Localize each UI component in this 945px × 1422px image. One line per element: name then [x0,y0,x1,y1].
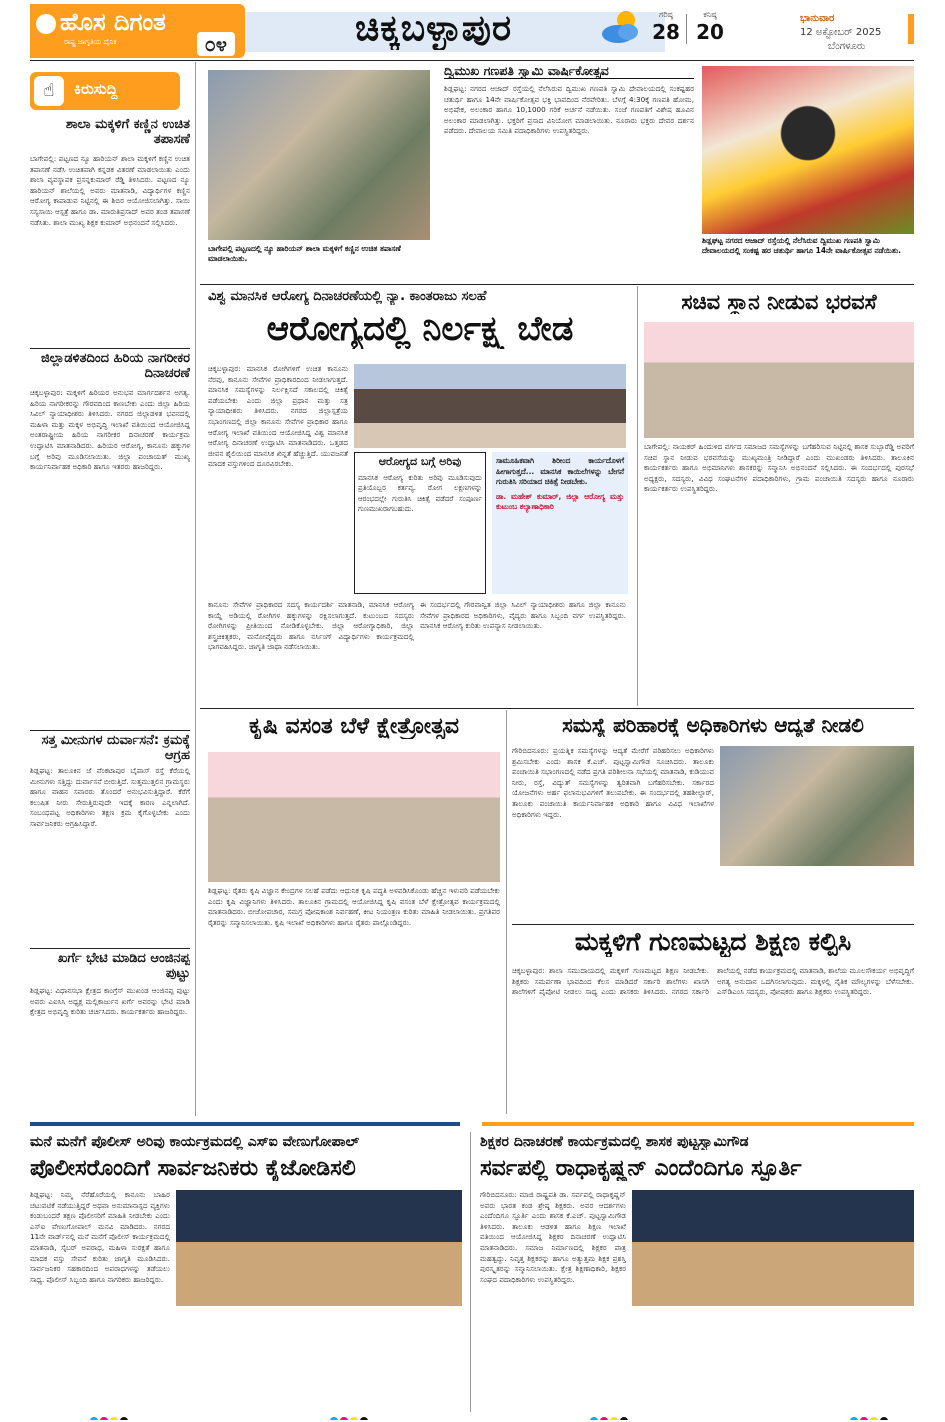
column-rule [637,286,638,706]
quality-title[interactable]: ಮಕ್ಕಳಿಗೆ ಗುಣಮಟ್ಟದ ಶಿಕ್ಷಣ ಕಲ್ಪಿಸಿ [574,928,852,956]
city-title: ಚಿಕ್ಕಬಳ್ಳಾಪುರ [355,8,513,49]
krishi-photo [208,752,500,882]
officials-title[interactable]: ಸಮಸ್ಯೆ ಪರಿಹಾರಕ್ಕೆ ಅಧಿಕಾರಿಗಳು ಆದ್ಯತೆ ನೀಡಲಿ [562,714,864,737]
brief3-body: ಶಿಡ್ಲಘಟ್ಟ: ತಾಲೂಕಿನ ಜೆ ವೆಂಕಟಾಪುರ ಬೈಪಾಸ್ ರಸ್ತೆ ಕೆರೆಯಲ್ಲಿ ಮೀನುಗಳು ಸತ್ತಿದ್ದು ದುರ್ವಾಸನೆ ಬೀರುತ್ತಿದೆ. ಸುತ್ತಮುತ್ತಲಿನ ಗ್ರಾಮಸ್ಥರು ಹಾಗೂ ವಾಹನ ಸವಾರರು ತೊಂದರೆ ಅನುಭವಿಸುತ್ತಿದ್ದಾರೆ. ಕೆರೆಗೆ ಕಲುಷಿತ ನೀರು ಸೇರುತ್ತಿರುವುದೇ ಇದಕ್ಕೆ ಕಾರಣ ಎನ್ನಲಾಗಿದೆ. ಸಂಬಂಧಪಟ್ಟ ಅಧಿಕಾರಿಗಳು ತಕ್ಷಣ ಕ್ರಮ ಕೈಗೊಳ್ಳಬೇಕು ಎಂದು ಸಾರ್ವಜನಿಕರು ಆಗ್ರಹಿಸಿದ್ದಾರೆ. [30,766,190,828]
mental-inset-title: ಆರೋಗ್ಯದ ಬಗ್ಗೆ ಅರಿವು [378,455,462,468]
mental-inset-body: ಮಾನಸಿಕ ಆರೋಗ್ಯ ಕುರಿತು ಅರಿವು ಮೂಡಿಸುವುದು ಪ್ರತಿಯೊಬ್ಬರ ಕರ್ತವ್ಯ. ರೋಗ ಲಕ್ಷಣಗಳನ್ನು ಆರಂಭದಲ್ಲೇ ಗುರುತಿಸಿ ಚಿಕಿತ್ಸೆ ಪಡೆದರೆ ಸಂಪೂರ್ಣ ಗುಣಮುಖರಾಗಬಹುದು. [358,473,482,514]
brief1-body: ಬಾಗೇಪಲ್ಲಿ: ಪಟ್ಟಣದ ನ್ಯೂ ಹಾರಿಯನ್ ಶಾಲಾ ಮಕ್ಕಳಿಗೆ ಕಣ್ಣಿನ ಉಚಿತ ತಪಾಸಣೆ ನಡೆಸಿ ಉಚಿತವಾಗಿ ಕನ್ನಡಕ ವಿತರಣೆ ಮಾಡಲಾಯಿತು ಎಂದು ಶಾಲಾ ವ್ಯವಸ್ಥಾಪಕ ಪ್ರಸನ್ನಕುಮಾರ್ ರೆಡ್ಡಿ ತಿಳಿಸಿದರು. ಪಟ್ಟಣದ ನ್ಯೂ ಹಾರಿಯನ್ ಶಾಲೆಯಲ್ಲಿ ಅವರು ಮಾತನಾಡಿ, ವಿದ್ಯಾರ್ಥಿಗಳ ಕಣ್ಣಿನ ಆರೋಗ್ಯ ಕಾಪಾಡುವ ನಿಟ್ಟಿನಲ್ಲಿ ಈ ಶಿಬಿರ ಆಯೋಜಿಸಲಾಗಿತ್ತು. ಸಾಯಿ ಸಸ್ಯಸಾಯಿ ಆಸ್ಪತ್ರೆ ಹಾಗೂ ಡಾ. ಮಾರುತಿಪ್ರಸಾದ್ ಅವರ ತಂಡ ತಪಾಸಣೆ ನಡೆಸಿತು. ಶಾಲಾ ಮುಖ್ಯ ಶಿಕ್ಷಕ ಕುಮಾರ್ ಅಭಿನಂದನೆ ಸಲ್ಲಿಸಿದರು. [30,154,190,227]
school-caption: ಬಾಗೇಪಲ್ಲಿ ಪಟ್ಟಣದಲ್ಲಿ ನ್ಯೂ ಹಾರಿಯನ್ ಶಾಲಾ ಮಕ್ಕಳಿಗೆ ಕಣ್ಣಿನ ಉಚಿತ ತಪಾಸಣೆ ಮಾಡಲಾಯಿತು. [208,244,401,263]
brief4-title[interactable]: ಖರ್ಗೆ ಭೇಟಿ ಮಾಡಿದ ಆಂಜಿನಪ್ಪ ಪುಟ್ಟು [57,952,190,981]
emblem-icon [36,14,56,34]
minister-body: ಬಾಗೇಪಲ್ಲಿ: ನಾಯಕರ್ ಹಿಂದುಳಿದ ವರ್ಗದ ಸಮಾಜದ ಸಮಸ್ಯೆಗಳನ್ನು ಬಗೆಹರಿಸುವ ನಿಟ್ಟಿನಲ್ಲಿ ಶಾಸಕ ಸುಬ್ಬಾರೆಡ್ಡಿ ಅವರಿಗೆ ಸಚಿವ ಸ್ಥಾನ ನೀಡುವ ಭರವಸೆಯನ್ನು ಮುಖ್ಯಮಂತ್ರಿ ನೀಡಿದ್ದಾರೆ ಎಂದು ಮುಖಂಡರು ತಿಳಿಸಿದರು. ತಾಲೂಕಿನ ಕಾರ್ಯಕರ್ತರು ಹಾಗೂ ಅಭಿಮಾನಿಗಳು ಶಾಸಕರನ್ನು ಸನ್ಮಾನಿಸಿ ಅಭಿನಂದನೆ ಸಲ್ಲಿಸಿದರು. ಈ ಸಂದರ್ಭದಲ್ಲಿ ಪುರಸಭೆ ಅಧ್ಯಕ್ಷರು, ಸದಸ್ಯರು, ವಿವಿಧ ಸಂಘಟನೆಗಳ ಪದಾಧಿಕಾರಿಗಳು, ಗ್ರಾಮ ಪಂಚಾಯಿತಿ ಸದಸ್ಯರು ಹಾಗೂ ನೂರಾರು ಕಾರ್ಯಕರ್ತರು ಉಪಸ್ಥಿತರಿದ್ದರು. [644,442,914,494]
police-photo [176,1190,462,1306]
police-body: ಶಿಡ್ಲಘಟ್ಟ: ನಿಮ್ಮ ನೆರೆಹೊರೆಯಲ್ಲಿ ಕಾನೂನು ಬಾಹಿರ ಚಟುವಟಿಕೆ ನಡೆಯುತ್ತಿದ್ದರೆ ಅಥವಾ ಅನುಮಾನಾಸ್ಪದ ವ್ಯಕ್ತಿಗಳು ಕಂಡುಬಂದರೆ ತಕ್ಷಣ ಪೊಲೀಸರಿಗೆ ಮಾಹಿತಿ ನೀಡಬೇಕು ಎಂದು ಎಸ್‌ಐ ವೇಣುಗೋಪಾಲ್ ಮನವಿ ಮಾಡಿದರು. ನಗರದ 11ನೇ ವಾರ್ಡ್‌ನಲ್ಲಿ ಮನೆ ಮನೆಗೆ ಪೊಲೀಸ್ ಕಾರ್ಯಕ್ರಮದಲ್ಲಿ ಮಾತನಾಡಿ, ಸೈಬರ್ ಅಪರಾಧ, ಮಹಿಳಾ ಸುರಕ್ಷತೆ ಹಾಗೂ ಮಾದಕ ವಸ್ತು ಸೇವನೆ ಕುರಿತು ಜಾಗೃತಿ ಮೂಡಿಸಿದರು. ಸಾರ್ವಜನಿಕರ ಸಹಕಾರದಿಂದ ಅಪರಾಧಗಳನ್ನು ತಡೆಯಲು ಸಾಧ್ಯ. ಪೊಲೀಸ್ ಸಿಬ್ಬಂದಿ ಹಾಗೂ ನಾಗರಿಕರು ಹಾಜರಿದ್ದರು. [30,1190,170,1284]
brief2-body: ಚಿಕ್ಕಬಳ್ಳಾಪುರ: ಮಕ್ಕಳಿಗೆ ಹಿರಿಯರ ಅನುಭವ ಮಾರ್ಗದರ್ಶನ ಅಗತ್ಯ. ಹಿರಿಯ ನಾಗರೀಕರನ್ನು ಗೌರವದಿಂದ ಕಾಣಬೇಕು ಎಂದು ಜಿಲ್ಲಾ ಹಿರಿಯ ಸಿವಿಲ್ ನ್ಯಾಯಾಧೀಶರು ತಿಳಿಸಿದರು. ನಗರದ ಜಿಲ್ಲಾಡಳಿತ ಭವನದಲ್ಲಿ ಮಹಿಳಾ ಮತ್ತು ಮಕ್ಕಳ ಅಭಿವೃದ್ಧಿ ಇಲಾಖೆ ವತಿಯಿಂದ ಆಯೋಜಿಸಿದ್ದ ಅಂತರಾಷ್ಟ್ರೀಯ ಹಿರಿಯ ನಾಗರೀಕರ ದಿನಾಚರಣೆ ಕಾರ್ಯಕ್ರಮ ಉದ್ಘಾಟಿಸಿ ಮಾತನಾಡಿದರು. ಹಿರಿಯರ ಆರೋಗ್ಯ, ಕಾನೂನು ಹಕ್ಕುಗಳ ಬಗ್ಗೆ ಅರಿವು ಮೂಡಿಸಲಾಯಿತು. ಜಿಲ್ಲಾ ಪಂಚಾಯತ್ ಮುಖ್ಯ ಕಾರ್ಯನಿರ್ವಾಹಕ ಅಧಿಕಾರಿ ಹಾಗೂ ಇತರರು ಹಾಜರಿದ್ದರು. [30,388,190,472]
ganapati-photo [702,66,914,234]
masthead-rule [30,60,914,61]
masthead-accent [908,14,914,44]
pointing-hand-icon: ☝ [34,76,64,106]
kirusuddi-label: ಕಿರುಸುದ್ದಿ [74,80,118,98]
mental-title[interactable]: ಆರೋಗ್ಯದಲ್ಲಿ ನಿರ್ಲಕ್ಷ್ಯ ಬೇಡ [266,310,574,349]
brief1-title[interactable]: ಶಾಲಾ ಮಕ್ಕಳಿಗೆ ಕಣ್ಣಿನ ಉಚಿತ ತಪಾಸಣೆ [65,118,190,147]
brand-tagline: ರಾಷ್ಟ್ರ ಜಾಗೃತಿಯ ದೈನಿಕ [64,38,117,46]
divider [30,348,190,349]
max-temp-box [646,10,686,44]
weather-icon [598,6,644,46]
teachers-photo [632,1190,914,1306]
masthead-logo[interactable] [30,4,245,58]
color-separator [30,1120,914,1128]
registration-marks [590,1410,650,1420]
teachers-title[interactable]: ಸರ್ವಪಲ್ಲಿ ರಾಧಾಕೃಷ್ಣನ್ ಎಂದೆಂದಿಗೂ ಸ್ಫೂರ್ತಿ [480,1156,802,1181]
brief4-body: ಶಿಡ್ಲಘಟ್ಟ: ವಿಧಾನಸಭಾ ಕ್ಷೇತ್ರದ ಕಾಂಗ್ರೆಸ್ ಮುಖಂಡ ಆಂಜಿನಪ್ಪ ಪುಟ್ಟು ಅವರು ಎಐಸಿಸಿ ಅಧ್ಯಕ್ಷ ಮಲ್ಲಿಕಾರ್ಜುನ ಖರ್ಗೆ ಅವರನ್ನು ಭೇಟಿ ಮಾಡಿ ಕ್ಷೇತ್ರದ ಅಭಿವೃದ್ಧಿ ಕುರಿತು ಚರ್ಚಿಸಿದರು. ಕಾರ್ಯಕರ್ತರು ಹಾಜರಿದ್ದರು. [30,986,190,1017]
brand-name: ಹೊಸ ದಿಗಂತ [60,8,166,36]
officials-body: ಗೌರಿಬಿದನೂರು: ಪ್ರಯತ್ನಿಕ ಸಮಸ್ಯೆಗಳನ್ನು ಆದ್ಯತೆ ಮೇರೆಗೆ ಪರಿಹರಿಸಲು ಅಧಿಕಾರಿಗಳು ಶ್ರಮಿಸಬೇಕು ಎಂದು ಶಾಸಕ ಕೆ.ಎಚ್. ಪುಟ್ಟಸ್ವಾಮಿಗೌಡ ಸೂಚಿಸಿದರು. ತಾಲೂಕು ಪಂಚಾಯಿತಿ ಸಭಾಂಗಣದಲ್ಲಿ ನಡೆದ ಪ್ರಗತಿ ಪರಿಶೀಲನಾ ಸಭೆಯಲ್ಲಿ ಮಾತನಾಡಿ, ಕುಡಿಯುವ ನೀರು, ರಸ್ತೆ, ವಿದ್ಯುತ್ ಸಮಸ್ಯೆಗಳನ್ನು ತ್ವರಿತವಾಗಿ ಬಗೆಹರಿಸಬೇಕು. ಸರ್ಕಾರದ ಯೋಜನೆಗಳು ಅರ್ಹ ಫಲಾನುಭವಿಗಳಿಗೆ ತಲುಪಬೇಕು. ಈ ಸಂದರ್ಭದಲ್ಲಿ ತಹಶೀಲ್ದಾರ್, ತಾಲೂಕು ಪಂಚಾಯಿತಿ ಕಾರ್ಯನಿರ್ವಾಹಕ ಅಧಿಕಾರಿ ಹಾಗೂ ವಿವಿಧ ಇಲಾಖೆಗಳ ಅಧಿಕಾರಿಗಳು ಇದ್ದರು. [512,746,714,819]
registration-marks [330,1410,390,1420]
min-temp-value: 20 [696,20,724,44]
officials-photo [720,746,914,866]
min-temp-label: ಕನಿಷ್ಠ [703,10,717,19]
ganapati-body: ಶಿಡ್ಲಘಟ್ಟ: ನಗರದ ಆಜಾದ್ ರಸ್ತೆಯಲ್ಲಿ ನೆಲೆಸಿರುವ ದ್ವಿಮುಖ ಗಣಪತಿ ಸ್ವಾಮಿ ದೇವಾಲಯದಲ್ಲಿ ಸಂಕಷ್ಟಹರ ಚತುರ್ಥಿ ಹಾಗೂ 14ನೇ ವಾರ್ಷಿಕೋತ್ಸವ ಭಕ್ತಿ ಭಾವದಿಂದ ನೆರವೇರಿತು. ಬೆಳಗ್ಗೆ 4:30ಕ್ಕೆ ಗಣಪತಿ ಹೋಮ, ಅಭಿಷೇಕ, ಅಲಂಕಾರ ಹಾಗೂ 10,1000 ಗರಿಕೆ ಅರ್ಚನೆ ನಡೆಯಿತು. ಸಂಜೆ ಗಣಪತಿಗೆ ವಿಶೇಷ ಹೂವಿನ ಅಲಂಕಾರ ಮಾಡಲಾಗಿತ್ತು. ಭಕ್ತರಿಗೆ ಪ್ರಸಾದ ವಿನಿಯೋಗ ಮಾಡಲಾಯಿತು. ನೂರಾರು ಭಕ್ತರು ದೇವರ ದರ್ಶನ ಪಡೆದರು. ದೇವಾಲಯ ಸಮಿತಿ ಪದಾಧಿಕಾರಿಗಳು ಉಪಸ್ಥಿತರಿದ್ದರು. [444,84,694,136]
section-rule [200,708,914,709]
orange-strip [482,1122,914,1126]
school-photo [208,70,430,240]
place: ಬೆಂಗಳೂರು [828,41,866,52]
mental-kicker: ವಿಶ್ವ ಮಾನಸಿಕ ಆರೋಗ್ಯ ದಿನಾಚರಣೆಯಲ್ಲಿ ನ್ಯಾ. ಕಾಂತರಾಜು ಸಲಹೆ [208,290,487,304]
ganapati-caption: ಶಿಡ್ಲಘಟ್ಟ ನಗರದ ಆಜಾದ್ ರಸ್ತೆಯಲ್ಲಿ ನೆಲೆಸಿರುವ ದ್ವಿಮುಖ ಗಣಪತಿ ಸ್ವಾಮಿ ದೇವಾಲಯದಲ್ಲಿ ಸಂಕಷ್ಟ ಹರ ಚತುರ್ಥಿ ಹಾಗೂ 14ನೇ ವಾರ್ಷಿಕೋತ್ಸವ ನಡೆಯಿತು. [702,236,901,255]
kirusuddi-header [30,72,180,110]
min-temp-box [690,10,730,44]
section-rule [200,284,914,285]
krishi-body: ಶಿಡ್ಲಘಟ್ಟ: ರೈತರು ಕೃಷಿ ವಿಜ್ಞಾನ ಕೇಂದ್ರಗಳ ಸಲಹೆ ಪಡೆದು ಆಧುನಿಕ ಕೃಷಿ ಪದ್ಧತಿ ಅಳವಡಿಸಿಕೊಂಡು ಹೆಚ್ಚಿನ ಇಳುವರಿ ಪಡೆಯಬೇಕು ಎಂದು ಕೃಷಿ ವಿಜ್ಞಾನಿಗಳು ತಿಳಿಸಿದರು. ತಾಲೂಕಿನ ಗ್ರಾಮದಲ್ಲಿ ಆಯೋಜಿಸಿದ್ದ ಕೃಷಿ ವಸಂತ ಬೆಳೆ ಕ್ಷೇತ್ರೋತ್ಸವ ಕಾರ್ಯಕ್ರಮದಲ್ಲಿ ಮಾತನಾಡಿದರು. ಬೀಜೋಪಚಾರ, ಸಮಗ್ರ ಪೋಷಕಾಂಶ ನಿರ್ವಹಣೆ, ಕೀಟ ನಿಯಂತ್ರಣ ಕುರಿತು ಮಾಹಿತಿ ನೀಡಲಾಯಿತು. ಪ್ರಗತಿಪರ ರೈತರನ್ನು ಸನ್ಮಾನಿಸಲಾಯಿತು. ಕೃಷಿ ಇಲಾಖೆ ಅಧಿಕಾರಿಗಳು ಹಾಗೂ ರೈತರು ಪಾಲ್ಗೊಂಡಿದ್ದರು. [208,886,500,927]
quality-body: ಚಿಕ್ಕಬಳ್ಳಾಪುರ: ಶಾಲಾ ಸಮುದಾಯದಲ್ಲಿ ಮಕ್ಕಳಿಗೆ ಗುಣಮಟ್ಟದ ಶಿಕ್ಷಣ ನೀಡಬೇಕು. ಶಿಕ್ಷಕರು ಸಮರ್ಪಣಾ ಭಾವದಿಂದ ಕೆಲಸ ಮಾಡಿದರೆ ಸರ್ಕಾರಿ ಶಾಲೆಗಳು ಖಾಸಗಿ ಶಾಲೆಗಳಿಗೆ ಪೈಪೋಟಿ ನೀಡಲು ಸಾಧ್ಯ ಎಂದು ಶಾಸಕರು ತಿಳಿಸಿದರು. ನಗರದ ಸರ್ಕಾರಿ ಶಾಲೆಯಲ್ಲಿ ನಡೆದ ಕಾರ್ಯಕ್ರಮದಲ್ಲಿ ಮಾತನಾಡಿ, ಶಾಲೆಯ ಮೂಲಸೌಕರ್ಯ ಅಭಿವೃದ್ಧಿಗೆ ಅಗತ್ಯ ಅನುದಾನ ಒದಗಿಸಲಾಗುವುದು. ಮಕ್ಕಳಲ್ಲಿ ನೈತಿಕ ಮೌಲ್ಯಗಳನ್ನು ಬೆಳೆಸಬೇಕು. ಎಸ್‌ಡಿಎಂಸಿ ಸದಸ್ಯರು, ಪೋಷಕರು ಹಾಗೂ ಶಿಕ್ಷಕರು ಉಪಸ್ಥಿತರಿದ್ದರು. [512,966,914,997]
brief2-title[interactable]: ಜಿಲ್ಲಾಡಳಿತದಿಂದ ಹಿರಿಯ ನಾಗರೀಕರ ದಿನಾಚರಣೆ [40,352,190,381]
mental-inset [354,452,486,594]
column-rule [506,710,507,1114]
ganapati-title[interactable]: ದ್ವಿಮುಖ ಗಣಪತಿ ಸ್ವಾಮಿ ವಾರ್ಷಿಕೋತ್ಸವ [444,64,694,79]
brief3-title[interactable]: ಸತ್ತ ಮೀನುಗಳ ದುರ್ವಾಸನೆ: ಕ್ರಮಕ್ಕೆ ಆಗ್ರಹ [41,734,190,763]
krishi-title[interactable]: ಕೃಷಿ ವಸಂತ ಬೆಳೆ ಕ್ಷೇತ್ರೋತ್ಸವ [248,714,460,739]
page-number: ೦೪ [197,32,235,56]
mental-col2: ಕಾನೂನು ಸೇವೆಗಳ ಪ್ರಾಧಿಕಾರದ ಸದಸ್ಯ ಕಾರ್ಯದರ್ಶಿ ಮಾತನಾಡಿ, ಮಾನಸಿಕ ಆರೋಗ್ಯ ಕಾಯ್ದೆ ಅಡಿಯಲ್ಲಿ ರೋಗಿಗಳ ಹಕ್ಕುಗಳನ್ನು ರಕ್ಷಿಸಲಾಗುತ್ತದೆ. ಕುಟುಂಬದ ಸದಸ್ಯರು ರೋಗಿಗಳನ್ನು ಪ್ರೀತಿಯಿಂದ ನೋಡಿಕೊಳ್ಳಬೇಕು. ಜಿಲ್ಲಾ ಆರೋಗ್ಯಾಧಿಕಾರಿ, ಜಿಲ್ಲಾ ಶಸ್ತ್ರಚಿಕಿತ್ಸಕರು, ಮನೋವೈದ್ಯರು ಹಾಗೂ ನರ್ಸಿಂಗ್ ವಿದ್ಯಾರ್ಥಿಗಳು ಕಾರ್ಯಕ್ರಮದಲ್ಲಿ ಭಾಗವಹಿಸಿದ್ದರು. ಜಾಗೃತಿ ಜಾಥಾ ನಡೆಸಲಾಯಿತು. [208,600,414,652]
teachers-kicker: ಶಿಕ್ಷಕರ ದಿನಾಚರಣೆ ಕಾರ್ಯಕ್ರಮದಲ್ಲಿ ಶಾಸಕ ಪುಟ್ಟಸ್ವಾಮಿಗೌಡ [480,1134,749,1150]
column-rule [470,1132,471,1412]
dateline [800,12,910,54]
police-title[interactable]: ಪೊಲೀಸರೊಂದಿಗೆ ಸಾರ್ವಜನಿಕರು ಕೈಜೋಡಿಸಲಿ [30,1156,356,1181]
minister-title[interactable]: ಸಚಿವ ಸ್ಥಾನ ನೀಡುವ ಭರವಸೆ [681,290,877,314]
weekday: ಭಾನುವಾರ [800,13,835,24]
temp-divider [686,14,687,44]
max-temp-label: ಗರಿಷ್ಠ [659,10,673,19]
registration-marks [90,1410,150,1420]
column-rule [195,62,196,1116]
mental-quote: ಸಾಮೂಹಿಕವಾಗಿ ಶಿರೀಂದ ಕಾರ್ಯದೊಳಗೆ ಹೀಗಾಗುತ್ತದೆ... ಮಾನಸಿಕ ಕಾಯಿಲೆಗಳನ್ನು ಬೇಗನೆ ಗುರುತಿಸಿ ಸರಿಯಾದ ಚಿಕಿತ್ಸೆ ನೀಡಬೇಕು. [496,456,624,487]
max-temp-value: 28 [652,20,680,44]
mental-col1: ಚಿಕ್ಕಬಳ್ಳಾಪುರ: ಮಾನಸಿಕ ರೋಗಿಗಳಿಗೆ ಉಚಿತ ಕಾನೂನು ನೆರವು, ಕಾನೂನು ಸೇವೆಗಳ ಪ್ರಾಧಿಕಾರದಿಂದ ನೀಡಲಾಗುತ್ತದೆ. ಮಾನಸಿಕ ಸಮಸ್ಯೆಗಳನ್ನು ನಿರ್ಲಕ್ಷಿಸದೆ ಸಕಾಲದಲ್ಲಿ ಚಿಕಿತ್ಸೆ ಪಡೆಯಬೇಕು ಎಂದು ಜಿಲ್ಲಾ ಪ್ರಧಾನ ಮತ್ತು ಸತ್ರ ನ್ಯಾಯಾಧೀಶರು ತಿಳಿಸಿದರು. ನಗರದ ಜಿಲ್ಲಾಸ್ಪತ್ರೆಯ ಸಭಾಂಗಣದಲ್ಲಿ ಜಿಲ್ಲಾ ಕಾನೂನು ಸೇವೆಗಳ ಪ್ರಾಧಿಕಾರ ಹಾಗೂ ಆರೋಗ್ಯ ಇಲಾಖೆ ವತಿಯಿಂದ ಆಯೋಜಿಸಿದ್ದ ವಿಶ್ವ ಮಾನಸಿಕ ಆರೋಗ್ಯ ದಿನಾಚರಣೆ ಉದ್ಘಾಟಿಸಿ ಮಾತನಾಡಿದರು. ಒತ್ತಡದ ಜೀವನ ಶೈಲಿಯಿಂದ ಮಾನಸಿಕ ಖಿನ್ನತೆ ಹೆಚ್ಚುತ್ತಿದೆ. ಯುವಜನತೆ ಮಾದಕ ವಸ್ತುಗಳಿಂದ ದೂರವಿರಬೇಕು. [208,364,348,469]
police-kicker: ಮನೆ ಮನೆಗೆ ಪೊಲೀಸ್ ಅರಿವು ಕಾರ್ಯಕ್ರಮದಲ್ಲಿ ಎಸ್‌ಐ ವೇಣುಗೋಪಾಲ್ [30,1134,360,1150]
minister-photo [644,322,914,438]
mental-quote-author: ಡಾ. ಮಹೇಶ್ ಕುಮಾರ್, ಜಿಲ್ಲಾ ಆರೋಗ್ಯ ಮತ್ತು ಕುಟುಂಬ ಕಲ್ಯಾಣಾಧಿಕಾರಿ [496,491,624,512]
divider [30,948,190,949]
registration-marks [850,1410,910,1420]
mental-quote-box [492,452,628,594]
date: 12 ಅಕ್ಟೋಬರ್ 2025 [800,27,882,38]
mental-photo [354,364,626,448]
teachers-body: ಗೌರಿಬಿದನೂರು: ಮಾಜಿ ರಾಷ್ಟ್ರಪತಿ ಡಾ. ಸರ್ವಪಲ್ಲಿ ರಾಧಾಕೃಷ್ಣನ್ ಅವರು ಭಾರತ ಕಂಡ ಶ್ರೇಷ್ಠ ಶಿಕ್ಷಕರು. ಅವರ ಆದರ್ಶಗಳು ಎಂದೆಂದಿಗೂ ಸ್ಫೂರ್ತಿ ಎಂದು ಶಾಸಕ ಕೆ.ಎಚ್. ಪುಟ್ಟಸ್ವಾಮಿಗೌಡ ತಿಳಿಸಿದರು. ತಾಲೂಕು ಆಡಳಿತ ಹಾಗೂ ಶಿಕ್ಷಣ ಇಲಾಖೆ ವತಿಯಿಂದ ಆಯೋಜಿಸಿದ್ದ ಶಿಕ್ಷಕರ ದಿನಾಚರಣೆ ಉದ್ಘಾಟಿಸಿ ಮಾತನಾಡಿದರು. ಸಮಾಜ ನಿರ್ಮಾಣದಲ್ಲಿ ಶಿಕ್ಷಕರ ಪಾತ್ರ ಮಹತ್ವದ್ದು. ನಿವೃತ್ತ ಶಿಕ್ಷಕರನ್ನು ಹಾಗೂ ಅತ್ಯುತ್ತಮ ಶಿಕ್ಷಕ ಪ್ರಶಸ್ತಿ ಪುರಸ್ಕೃತರನ್ನು ಸನ್ಮಾನಿಸಲಾಯಿತು. ಕ್ಷೇತ್ರ ಶಿಕ್ಷಣಾಧಿಕಾರಿ, ಶಿಕ್ಷಕರ ಸಂಘದ ಪದಾಧಿಕಾರಿಗಳು ಉಪಸ್ಥಿತರಿದ್ದರು. [480,1190,626,1284]
section-rule [512,924,914,925]
divider [30,730,190,731]
blue-strip [30,1122,460,1126]
mental-col3: ಈ ಸಂದರ್ಭದಲ್ಲಿ ಗೌರವಾನ್ವಿತ ಜಿಲ್ಲಾ ಸಿವಿಲ್ ನ್ಯಾಯಾಧೀಶರು ಹಾಗೂ ಜಿಲ್ಲಾ ಕಾನೂನು ಸೇವೆಗಳ ಪ್ರಾಧಿಕಾರದ ಅಧಿಕಾರಿಗಳು, ವೈದ್ಯರು ಹಾಗೂ ಸಿಬ್ಬಂದಿ ವರ್ಗ ಉಪಸ್ಥಿತರಿದ್ದರು. ಮಾನಸಿಕ ಆರೋಗ್ಯ ಕುರಿತು ಉಪನ್ಯಾಸ ನೀಡಲಾಯಿತು. [420,600,626,631]
